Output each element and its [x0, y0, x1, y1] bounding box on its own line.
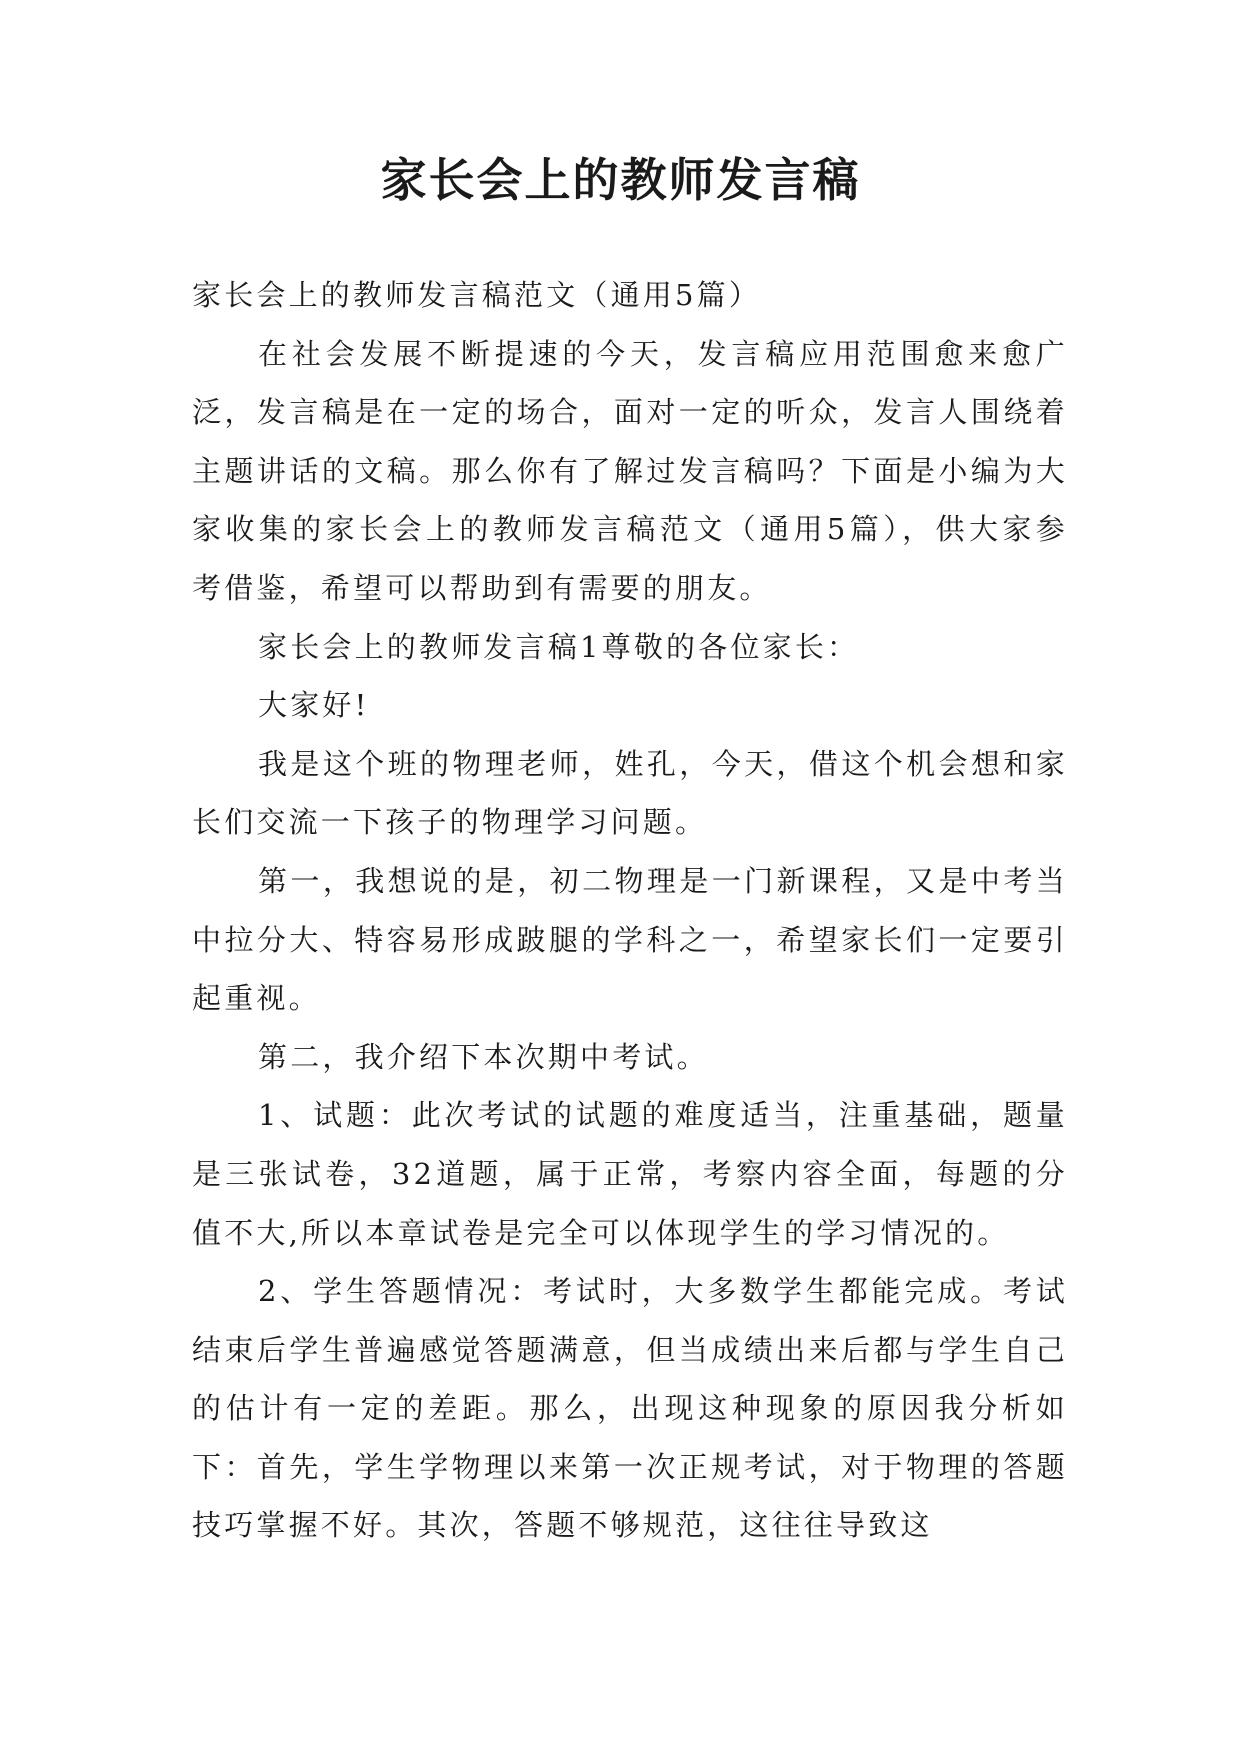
body-paragraph: 2、学生答题情况：考试时，大多数学生都能完成。考试结束后学生普遍感觉答题满意，但当成绩出来后都与学生自己的估计有一定的差距。那么，出现这种现象的原因我分析如下：首先，学生学物理以来第一次正规考试，对于物理的答题技巧掌握不好。其次，答题不够规范，这往往导致这 — [192, 1274, 1068, 1543]
document-title: 家长会上的教师发言稿 — [380, 153, 861, 207]
body-paragraph: 我是这个班的物理老师，姓孔，今天，借这个机会想和家长们交流一下孩子的物理学习问题。 — [192, 746, 1068, 840]
body-paragraph: 1、试题：此次考试的试题的难度适当，注重基础，题量是三张试卷，32道题，属于正常，考察内容全面，每题的分值不大,所以本章试卷是完全可以体现学生的学习情况的。 — [192, 1098, 1068, 1250]
body-paragraph: 第二，我介绍下本次期中考试。 — [258, 1039, 709, 1074]
speech-heading-paragraph: 家长会上的教师发言稿1尊敬的各位家长： — [258, 629, 860, 664]
greeting-paragraph: 大家好! — [258, 688, 370, 723]
intro-paragraph: 在社会发展不断提速的今天，发言稿应用范围愈来愈广泛，发言稿是在一定的场合，面对一定的听众，发言人围绕着主题讲话的文稿。那么你有了解过发言稿吗？下面是小编为大家收集的家长会上的教师发言稿范文（通用5篇），供大家参考借鉴，希望可以帮助到有需要的朋友。 — [192, 336, 1068, 605]
body-paragraph: 第一，我想说的是，初二物理是一门新课程，又是中考当中拉分大、特容易形成跛腿的学科之一，希望家长们一定要引起重视。 — [192, 863, 1068, 1016]
subtitle-paragraph: 家长会上的教师发言稿范文（通用5篇） — [192, 278, 762, 312]
document-body — [192, 266, 1068, 1555]
